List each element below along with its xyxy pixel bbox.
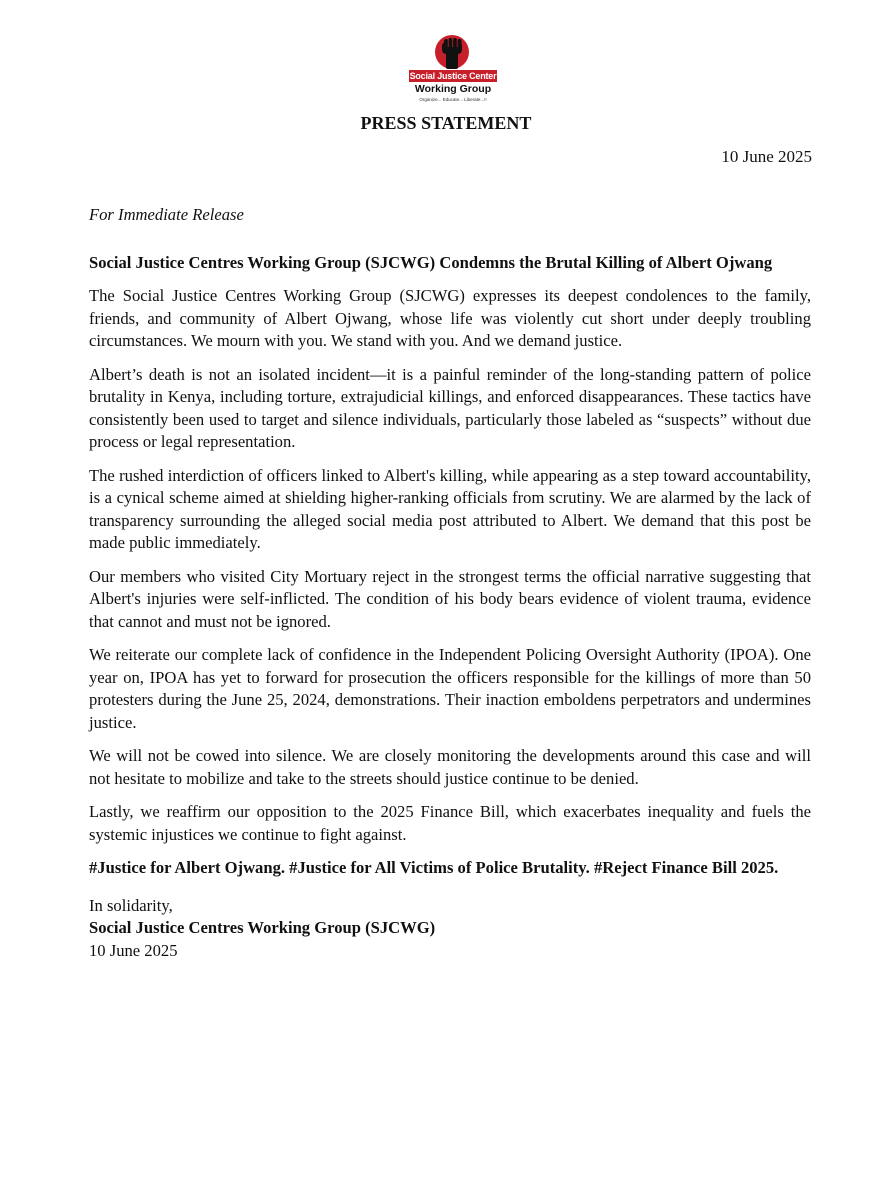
signoff-date: 10 June 2025: [89, 940, 178, 960]
paragraph-4: Our members who visited City Mortuary reject in the strongest terms the official narrative suggesting that Albert's injuries were self-inflicted. The condition of his body bears evidence of violent trauma, evidence that cannot and must not be ignored.: [89, 566, 811, 631]
release-note: For Immediate Release: [89, 205, 244, 224]
paragraph-6: We will not be cowed into silence. We are closely monitoring the developments around this case and will not hesitate to mobilize and take to the streets should justice continue to be denied.: [89, 746, 811, 788]
logo-tagline: Organize... Educate... Liberate...!!: [419, 97, 487, 102]
statement-body: [89, 204, 811, 962]
signoff-closing: In solidarity,: [89, 895, 173, 915]
statement-title: Social Justice Centres Working Group (SJCWG) Condemns the Brutal Killing of Albert Ojwang: [89, 252, 773, 272]
raised-fist-icon: [404, 32, 500, 72]
paragraph-3: The rushed interdiction of officers linked to Albert's killing, while appearing as a step toward accountability, is a cynical scheme aimed at shielding higher-ranking officials from scrutiny. We are alarmed by the lack of transparency surrounding the alleged social media post attributed to Albert. We demand that this post be made public immediately.: [89, 465, 811, 552]
paragraph-5: We reiterate our complete lack of confidence in the Independent Policing Oversight Authority (IPOA). One year on, IPOA has yet to forward for prosecution the officers responsible for the killings of more than 50 protesters during the June 25, 2024, demonstrations. Their inaction emboldens perpetrators and undermines justice.: [89, 645, 811, 732]
logo-name: Social Justice Center: [409, 71, 497, 81]
paragraph-2: Albert’s death is not an isolated incident—it is a painful reminder of the long-standing pattern of police brutality in Kenya, including torture, extrajudicial killings, and enforced disappearances. These tactics have consistently been used to target and silence individuals, particularly those labeled as “suspects” without due process or legal representation.: [89, 364, 811, 451]
paragraph-1: The Social Justice Centres Working Group (SJCWG) expresses its deepest condolences to the family, friends, and community of Albert Ojwang, whose life was violently cut short under deeply troubling circumstances. We mourn with you. We stand with you. And we demand justice.: [89, 286, 811, 350]
logo-subname: Working Group: [414, 83, 492, 95]
statement-date: 10 June 2025: [721, 147, 812, 166]
signoff-org: Social Justice Centres Working Group (SJCWG): [89, 918, 436, 937]
paragraph-7: Lastly, we reaffirm our opposition to the 2025 Finance Bill, which exacerbates inequality and fuels the systemic injustices we continue to fight against.: [89, 802, 811, 844]
hashtags: #Justice for Albert Ojwang. #Justice for All Victims of Police Brutality. #Reject Finance Bill 2025.: [89, 858, 779, 877]
page-title: PRESS STATEMENT: [360, 113, 532, 133]
